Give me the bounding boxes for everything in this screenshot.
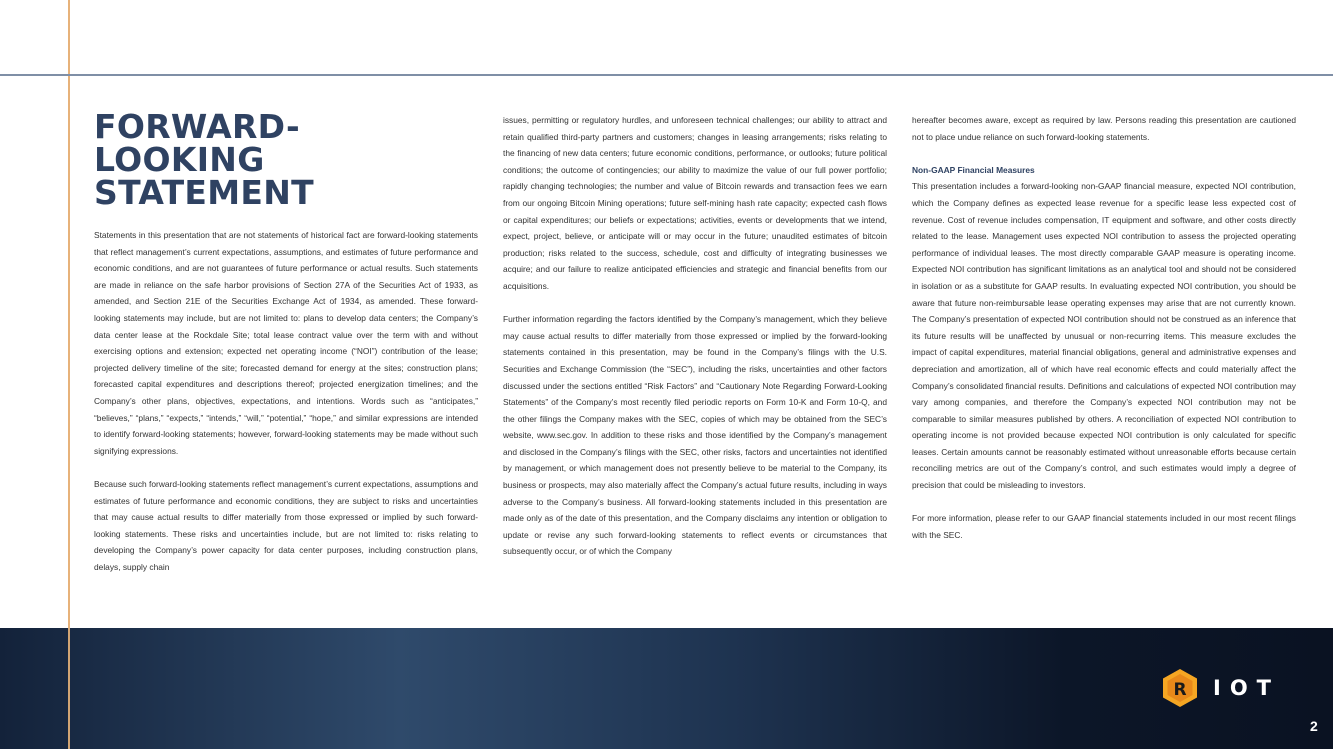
section-heading: Non-GAAP Financial Measures xyxy=(912,164,1035,175)
paragraph: This presentation includes a forward-looking non-GAAP financial measure, expected NOI contribution, which the Company defines as expected lease revenue for a specific lease less expected cost of revenue. Cost of revenue includes compensation, IT equipment and software, and other costs directly related to the lease. Management uses expected NOI contribution to assess the projected operating performance of individual leases. The most directly comparable GAAP measure is operating income. Expected NOI contribution has significant limitations as an analytical tool and should not be considered in isolation or as a substitute for GAAP results. In evaluating expected NOI contribution, you should be aware that future non-reimbursable lease operating expenses may arise that are not currently known. The Company’s presentation of expected NOI contribution should not be construed as an inference that its future results will be unaffected by unusual or non-recurring items. This measure excludes the impact of capital expenditures, material financial obligations, general and administrative expenses and depreciation and amortization, all of which have real economic effects and could materially affect the Company’s consolidated financial results. Definitions and calculations of expected NOI contribution may vary among companies, and therefore the Company’s expected NOI contribution may not be comparable to similar measures published by others. A reconciliation of expected NOI contribution to operating income is not provided because expected NOI contribution is only calculated for specific leases. Certain amounts cannot be reasonably estimated without unreasonable efforts because certain reconciling metrics are out of the Company’s control, and such estimates would imply a degree of precision that could be misleading to investors. xyxy=(912,181,1296,491)
paragraph: Further information regarding the factors identified by the Company’s management, which they believe may cause actual results to differ materially from those expressed or implied by the forward-looking statements contained in this presentation, may be found in the Company’s filings with the U.S. Securities and Exchange Commission (the “SEC”), including the risks, uncertainties and other factors discussed under the sections entitled “Risk Factors” and “Cautionary Note Regarding Forward-Looking Statements” of the Company’s most recently filed periodic reports on Form 10-K and Form 10-Q, and the other filings the Company makes with the SEC, copies of which may be obtained from the SEC’s website, www.sec.gov. In addition to these risks and those identified by the Company’s management and disclosed in the Company’s filings with the SEC, other risks, factors and uncertainties not identified by management, or which management does not presently believe to be material to the Company, its business or prospects, may also materially affect the Company’s actual future results, including in ways adverse to the Company’s business. All forward-looking statements included in this presentation are made only as of the date of this presentation, and the Company disclaims any intention or obligation to update or revise any such forward-looking statements to reflect events or circumstances that subsequently occur, or of which the Company xyxy=(503,314,887,557)
column-3 xyxy=(912,112,1296,560)
footer-band xyxy=(0,628,1333,749)
paragraph: Statements in this presentation that are not statements of historical fact are forward-looking statements that reflect management’s current expectations, assumptions, and estimates of future performance and economic conditions, and are not guarantees of future performance or actual results. Such statements are made in reliance on the safe harbor provisions of Section 27A of the Securities Act of 1933, as amended, and Section 21E of the Securities Exchange Act of 1934, as amended. These forward-looking statements may include, but are not limited to: plans to develop data centers; the Company’s data center lease at the Rockdale Site; total lease contract value over the term with and without exercising options and extension; expected net operating income (“NOI”) contribution of the lease; projected delivery timeline of the site; forecasted demand for energy at the sites; construction plans; forecasted capital expenditures and descriptions thereof; projected energization timelines; and the Company’s other plans, objectives, expectations, and intentions. Words such as “anticipates,” “believes,” “plans,” “expects,” “intends,” “will,” “potential,” “hope,” and similar expressions are intended to identify forward-looking statements; however, forward-looking statements may be made without such signifying expressions. xyxy=(94,230,478,456)
riot-logo xyxy=(1161,668,1280,708)
logo-mark: R xyxy=(1173,680,1187,700)
paragraph: issues, permitting or regulatory hurdles, and unforeseen technical challenges; our ability to attract and retain qualified third-party partners and customers; changes in leasing arrangements; risks relating to the financing of new data centers; future economic conditions, performance, or outlooks; future political conditions; the outcome of contingencies; our ability to maximize the value of our full power portfolio; rapidly changing technologies; the number and value of Bitcoin rewards and transaction fees we earn from our ongoing Bitcoin Mining operations; future self-mining hash rate capacity; expected cash flows or capital expenditures; our beliefs or expectations; activities, events or developments that we intend, expect, project, believe, or anticipate will or may occur in the future; unaudited estimates of bitcoin production; risks related to the success, schedule, cost and difficulty of integrating businesses we acquire; and our failure to realize anticipated efficiencies and strategic and financial benefits from our acquisitions. xyxy=(503,115,887,291)
page-title: FORWARD- LOOKING STATEMENT xyxy=(94,107,314,212)
paragraph: For more information, please refer to our GAAP financial statements included in our most recent filings with the SEC. xyxy=(912,513,1296,540)
paragraph: hereafter becomes aware, except as required by law. Persons reading this presentation are cautioned not to place undue reliance on such forward-looking statements. xyxy=(912,115,1296,142)
accent-vertical-line xyxy=(68,628,70,749)
paragraph: Because such forward-looking statements reflect management’s current expectations, assumptions and estimates of future performance and economic conditions, they are subject to risks and uncertainties that may cause actual results to differ materially from those expressed or implied by such forward-looking statements. These risks and uncertainties include, but are not limited to: risks relating to developing the Company’s power capacity for data center purposes, including construction plans, delays, supply chain xyxy=(94,478,478,572)
page-number: 2 xyxy=(1310,718,1318,734)
logo-text: IOT xyxy=(1213,676,1280,700)
column-2 xyxy=(503,112,887,577)
header-divider xyxy=(0,74,1333,76)
column-1 xyxy=(94,227,478,592)
riot-hexagon-icon xyxy=(1161,668,1199,708)
